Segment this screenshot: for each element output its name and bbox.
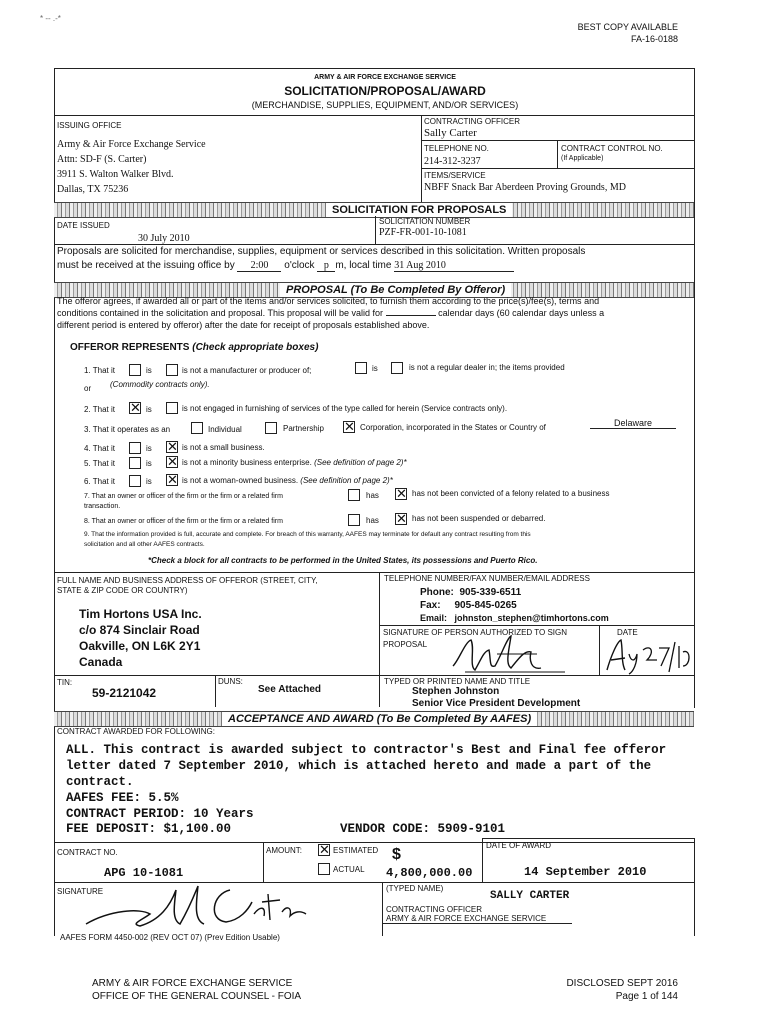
amount-estimated-label: ESTIMATED (333, 846, 379, 855)
proposal-intro-line2: must be received at the issuing office by 2:00 o'clock p m, local time 31 Aug 2010 (57, 260, 514, 272)
contracting-officer-value: Sally Carter (424, 127, 477, 139)
frame-right (694, 68, 695, 708)
i1-is-manufacturer-checkbox[interactable] (129, 364, 141, 376)
i1-is-dealer-checkbox[interactable] (355, 362, 367, 374)
frame-top (54, 68, 694, 69)
offeror-label-2: STATE & ZIP CODE OR COUNTRY) (57, 586, 188, 595)
i6-is-not-woman-owned-checkbox[interactable]: ✕ (167, 472, 178, 487)
frame-left (54, 68, 55, 936)
typed-name-value: Stephen Johnston (412, 686, 500, 697)
offeror-agrees-line1: The offeror agrees, if awarded all or part of the items and/or services solicited, to furnish them according to the price(s)/fee(s), terms and (57, 296, 600, 306)
offeror-label-1: FULL NAME AND BUSINESS ADDRESS OF OFFEROR (STREET, CITY, (57, 576, 318, 585)
i6-is-woman-owned-checkbox[interactable] (129, 475, 141, 487)
form-title: SOLICITATION/PROPOSAL/AWARD (284, 84, 486, 98)
date-of-award-label: DATE OF AWARD (486, 841, 552, 850)
offeror-address: Tim Hortons USA Inc. c/o 874 Sinclair Road Oakville, ON L6K 2Y1 Canada (79, 607, 202, 669)
footer-left-2: OFFICE OF THE GENERAL COUNSEL - FOIA (92, 991, 302, 1002)
contact-phone: Phone: 905-339-6511 (420, 587, 522, 598)
items-service-value: NBFF Snack Bar Aberdeen Proving Grounds, MD (424, 182, 626, 193)
amount-actual-checkbox[interactable] (318, 863, 330, 875)
form-id: FA-16-0188 (630, 34, 678, 44)
solicitation-number-value: PZF-FR-001-10-1081 (379, 227, 467, 238)
telephone-label: TELEPHONE NO. (424, 144, 489, 153)
amount-label: AMOUNT: (266, 846, 302, 855)
i1-is-not-manufacturer-checkbox[interactable] (166, 364, 178, 376)
i3-corporation-checkbox[interactable]: ✕ (344, 419, 355, 434)
proposal-intro-line1: Proposals are solicited for merchandise, supplies, equipment or services described in this solicitation. Written proposals (57, 246, 586, 257)
represents-heading: OFFEROR REPRESENTS (Check appropriate boxes) (70, 342, 319, 353)
form-number: AAFES FORM 4450-002 (REV OCT 07) (Prev Edition Usable) (60, 933, 280, 942)
issuing-office-label: ISSUING OFFICE (57, 121, 122, 130)
scan-mark: * -- .-* (40, 14, 61, 23)
contract-control-label: CONTRACT CONTROL NO. (561, 144, 663, 153)
date-of-award-value: 14 September 2010 (524, 865, 647, 879)
i2-is-not-engaged-checkbox[interactable] (166, 402, 178, 414)
solicitation-band (54, 202, 694, 218)
offeror-date-label: DATE (617, 628, 638, 637)
agency-title: ARMY & AIR FORCE EXCHANGE SERVICE (314, 74, 456, 81)
i8-has-suspended-checkbox[interactable] (348, 514, 360, 526)
incorporation-state: Delaware (590, 418, 676, 429)
proposal-band-label: PROPOSAL (To Be Completed By Offeror) (280, 283, 511, 297)
tin-label: TIN: (57, 678, 73, 687)
contracting-officer-label: CONTRACTING OFFICER (424, 117, 520, 126)
acceptance-band (54, 711, 694, 727)
i5-is-not-minority-checkbox[interactable]: ✕ (167, 454, 178, 469)
offeror-agrees-line2: conditions contained in the solicitation and proposal. This proposal will be valid for calendar days (60 calendar days unless a (57, 308, 605, 318)
duns-value: See Attached (258, 684, 321, 695)
award-label: CONTRACT AWARDED FOR FOLLOWING: (57, 727, 215, 736)
tin-value: 59-2121042 (92, 686, 157, 700)
i1-is-not-dealer-checkbox[interactable] (391, 362, 403, 374)
amount-currency: $ (392, 846, 401, 863)
vendor-code: VENDOR CODE: 5909-9101 (340, 822, 506, 836)
contract-no-value: APG 10-1081 (104, 866, 184, 880)
offeror-signature-image (445, 630, 585, 678)
best-copy-label: BEST COPY AVAILABLE (577, 22, 678, 32)
acceptance-band-label: ACCEPTANCE AND AWARD (To Be Completed By AAFES) (222, 712, 537, 726)
contact-label: TELEPHONE NUMBER/FAX NUMBER/EMAIL ADDRESS (384, 574, 590, 583)
contact-email: Email: johnston_stephen@timhortons.com (420, 613, 609, 623)
items-service-label: ITEMS/SERVICE (424, 171, 486, 180)
issuing-office-address: Army & Air Force Exchange Service Attn: SD-F (S. Carter) 3911 S. Walton Walker Blvd. Dallas, TX 75236 (57, 139, 206, 195)
amount-estimated-checkbox[interactable]: ✕ (319, 842, 330, 857)
award-role-2: ARMY & AIR FORCE EXCHANGE SERVICE (386, 914, 547, 923)
typed-name-label: TYPED OR PRINTED NAME AND TITLE (384, 677, 531, 686)
award-text: ALL. This contract is awarded subject to contractor's Best and Final fee offeror letter dated 7 September 2010, which is attached hereto and made a part of the contract. AAFES FEE: 5.5% CONTRACT PERIOD: 10 Years (66, 743, 667, 821)
i4-is-not-small-business-checkbox[interactable]: ✕ (167, 439, 178, 454)
i5-is-minority-checkbox[interactable] (129, 457, 141, 469)
contact-fax: Fax: 905-845-0265 (420, 600, 517, 611)
i7-has-not-convicted-checkbox[interactable]: ✕ (396, 486, 407, 501)
offeror-agrees-line3: different period is entered by offeror) after the date for receipt of proposals established above. (57, 320, 430, 330)
form-subtitle: (MERCHANDISE, SUPPLIES, EQUIPMENT, AND/OR SERVICES) (251, 100, 519, 110)
award-typed-label: (TYPED NAME) (386, 884, 444, 893)
date-issued-label: DATE ISSUED (57, 221, 110, 230)
award-typed-name: SALLY CARTER (490, 890, 570, 902)
award-signature-image (80, 880, 320, 936)
valid-days-field (386, 315, 436, 316)
telephone-value: 214-312-3237 (424, 156, 481, 167)
fee-deposit: FEE DEPOSIT: $1,100.00 (66, 822, 232, 836)
offeror-signature-label: SIGNATURE OF PERSON AUTHORIZED TO SIGN (383, 628, 568, 637)
amount-actual-label: ACTUAL (333, 865, 365, 874)
footer-left-1: ARMY & AIR FORCE EXCHANGE SERVICE (92, 978, 293, 989)
i7-has-convicted-checkbox[interactable] (348, 489, 360, 501)
amount-value: 4,800,000.00 (386, 866, 473, 880)
award-signature-label: SIGNATURE (57, 887, 104, 896)
i8-has-not-suspended-checkbox[interactable]: ✕ (396, 511, 407, 526)
contract-no-label: CONTRACT NO. (57, 848, 118, 857)
represents-footnote: *Check a block for all contracts to be performed in the United States, its possessions and Puerto Rico. (148, 556, 538, 565)
deadline-time: 2:00 (237, 260, 281, 272)
contract-control-sublabel: (If Applicable) (561, 155, 604, 162)
i4-is-small-business-checkbox[interactable] (129, 442, 141, 454)
award-role-1: CONTRACTING OFFICER (386, 905, 482, 914)
i3-partnership-checkbox[interactable] (265, 422, 277, 434)
footer-page-number: Page 1 of 144 (615, 991, 678, 1002)
i2-is-engaged-checkbox[interactable]: ✕ (130, 400, 141, 415)
footer-right-1: DISCLOSED SEPT 2016 (566, 978, 678, 989)
offeror-handwritten-date (603, 636, 693, 676)
typed-title-value: Senior Vice President Development (412, 698, 581, 709)
deadline-ampm: p (317, 260, 335, 272)
offeror-signature-label-2: PROPOSAL (383, 640, 428, 649)
deadline-date: 31 Aug 2010 (394, 260, 514, 272)
date-issued-value: 30 July 2010 (138, 233, 190, 244)
solicitation-band-label: SOLICITATION FOR PROPOSALS (326, 203, 512, 217)
duns-label: DUNS: (218, 677, 243, 686)
solicitation-number-label: SOLICITATION NUMBER (379, 217, 471, 226)
i3-individual-checkbox[interactable] (191, 422, 203, 434)
